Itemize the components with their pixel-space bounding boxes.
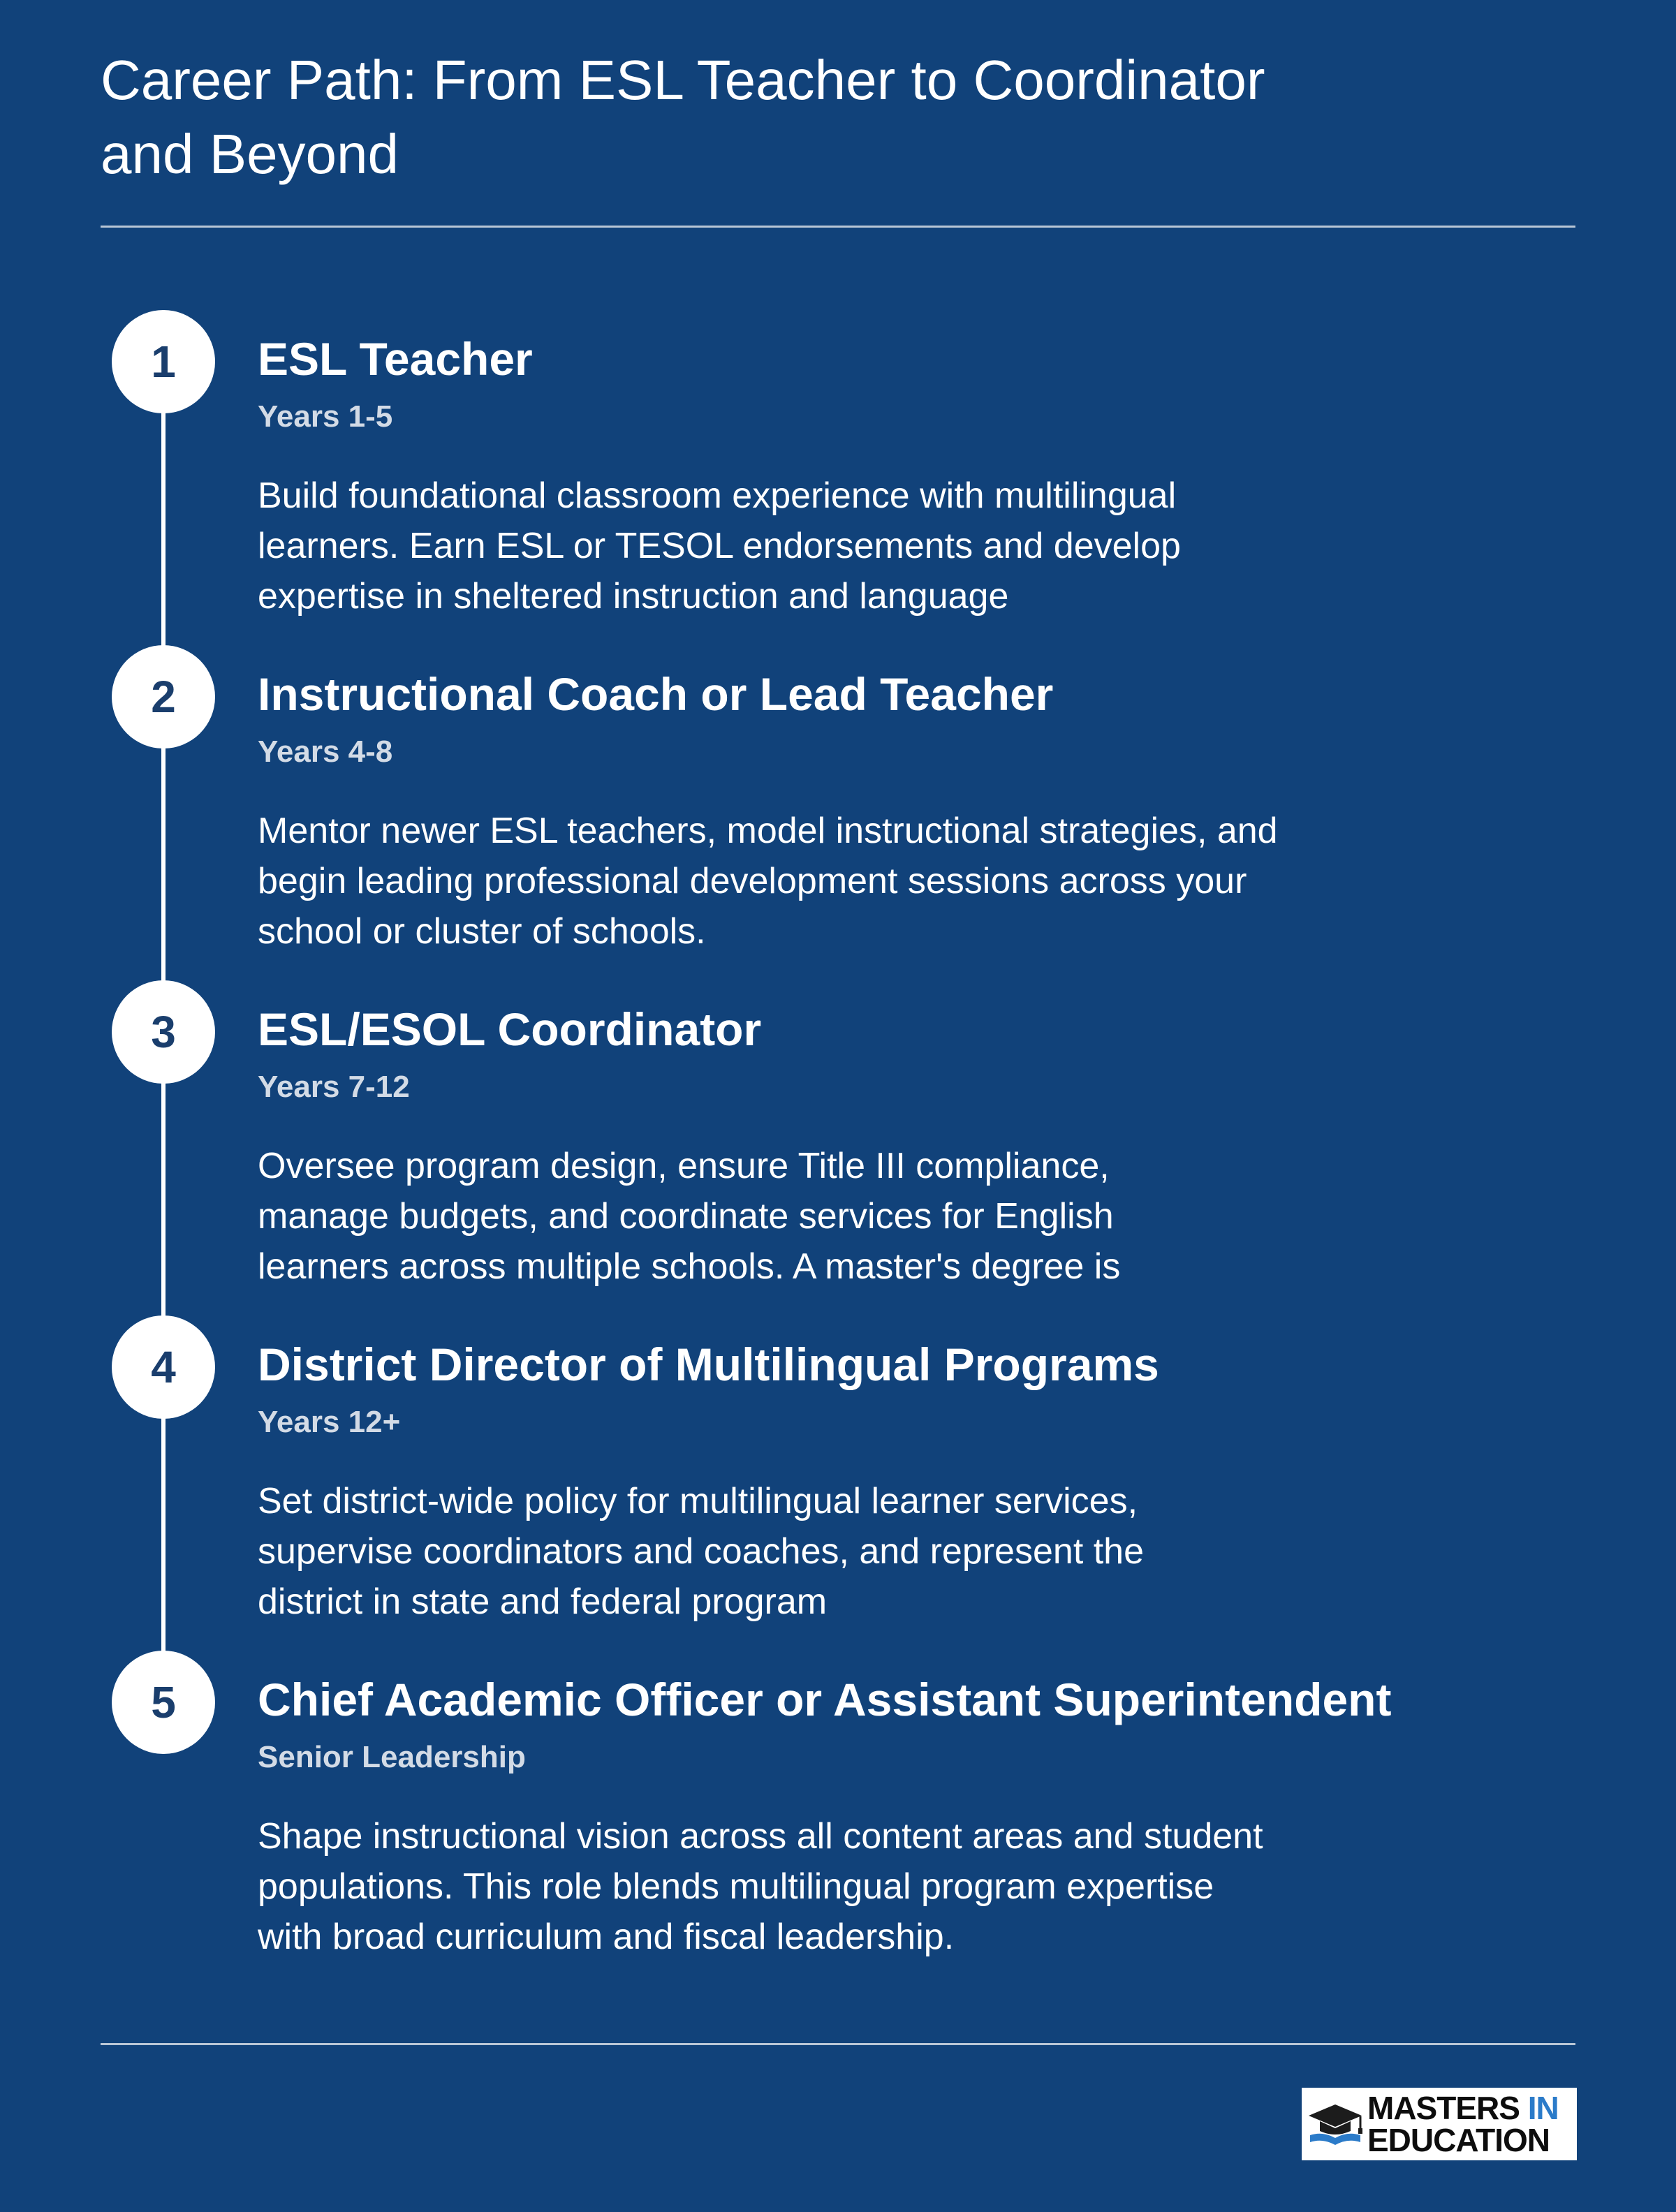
top-divider	[101, 226, 1575, 228]
step-number-badge: 2	[112, 645, 215, 749]
step-esl-coordinator	[0, 980, 1676, 1288]
step-description: Build foundational classroom experience with multilingual learners. Earn ESL or TESOL endorsements and develop expertise in sheltered instruction and language	[258, 475, 1181, 617]
step-chief-academic-officer	[0, 1651, 1676, 1958]
step-instructional-coach	[0, 645, 1676, 952]
step-years: Years 4-8	[258, 735, 393, 769]
step-title: Instructional Coach or Lead Teacher	[258, 668, 1054, 720]
logo-line-1: MASTERS IN	[1367, 2090, 1559, 2126]
step-years: Senior Leadership	[258, 1740, 526, 1774]
step-description: Mentor newer ESL teachers, model instructional strategies, and begin leading professional development sessions across your school or cluster of schools.	[258, 811, 1278, 952]
step-number-badge: 5	[112, 1651, 215, 1754]
step-number-badge: 4	[112, 1315, 215, 1419]
step-esl-teacher	[0, 310, 1676, 617]
graduation-cap-book-icon	[1304, 2088, 1366, 2160]
bottom-divider	[101, 2043, 1575, 2045]
page-title: Career Path: From ESL Teacher to Coordinator and Beyond	[101, 49, 1265, 185]
logo-line-2: EDUCATION	[1367, 2122, 1550, 2158]
step-description: Set district-wide policy for multilingual learner services, supervise coordinators and coaches, and represent the district in state and federal program	[258, 1481, 1144, 1622]
step-number-badge: 3	[112, 980, 215, 1084]
step-description: Shape instructional vision across all content areas and student populations. This role blends multilingual program expertise with broad curriculum and fiscal leadership.	[258, 1816, 1263, 1957]
step-years: Years 1-5	[258, 399, 393, 434]
step-title: ESL Teacher	[258, 333, 533, 385]
masters-in-education-logo	[1302, 2088, 1577, 2160]
step-district-director	[0, 1315, 1676, 1623]
step-title: Chief Academic Officer or Assistant Superintendent	[258, 1674, 1392, 1725]
step-number-badge: 1	[112, 310, 215, 413]
step-description: Oversee program design, ensure Title III compliance, manage budgets, and coordinate services for English learners across multiple schools. A master's degree is	[258, 1146, 1121, 1287]
step-years: Years 7-12	[258, 1070, 410, 1104]
step-title: District Director of Multilingual Programs	[258, 1339, 1159, 1390]
step-title: ESL/ESOL Coordinator	[258, 1003, 762, 1055]
logo-text	[1367, 2092, 1559, 2156]
step-years: Years 12+	[258, 1405, 401, 1439]
